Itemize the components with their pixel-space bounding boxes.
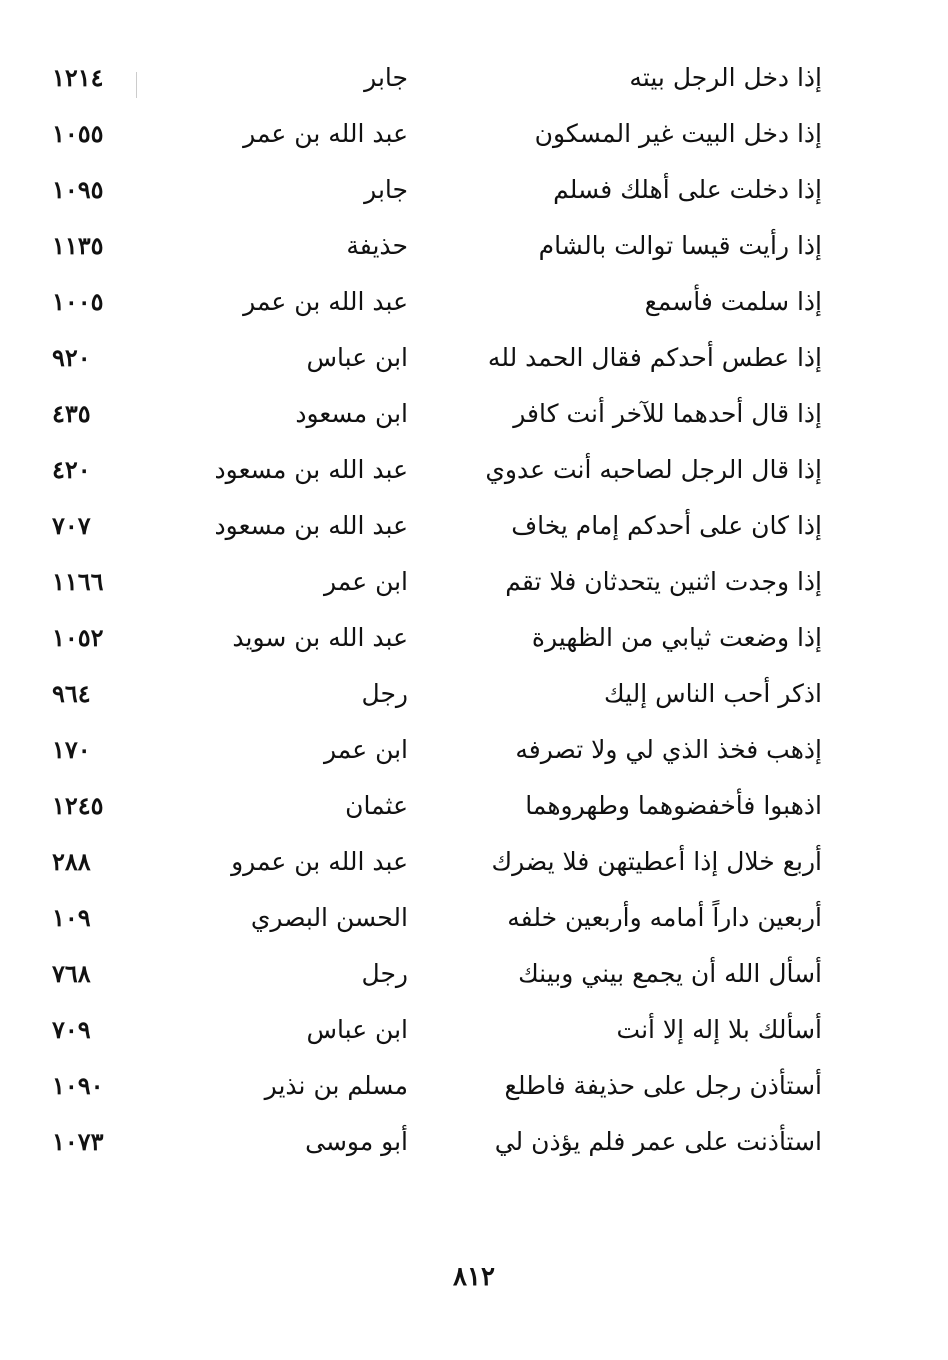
index-row [0,218,948,274]
narrator-name: رجل [361,679,408,708]
narrator-name: عبد الله بن مسعود [214,511,408,540]
hadith-text: إذا وضعت ثيابي من الظهيرة [531,623,822,652]
hadith-number: ١٠٩٥ [52,175,104,204]
hadith-number: ٤٣٥ [52,399,91,428]
narrator-name: ابن عباس [306,1015,408,1044]
hadith-text: اذكر أحب الناس إليك [604,679,822,708]
narrator-name: عبد الله بن عمر [243,119,408,148]
index-row [0,442,948,498]
index-row [0,386,948,442]
narrator-name: ابن عمر [323,735,408,764]
hadith-number: ١٠٩٠ [52,1071,104,1100]
narrator-name: عبد الله بن عمر [243,287,408,316]
index-row [0,1058,948,1114]
index-row [0,610,948,666]
index-row [0,50,948,106]
index-row [0,834,948,890]
index-row [0,106,948,162]
hadith-text: اذهبوا فأخفضوهما وطهروهما [525,791,822,820]
hadith-text: إذا دخل البيت غير المسكون [534,119,822,148]
index-row [0,330,948,386]
hadith-number: ١٠٧٣ [52,1127,104,1156]
hadith-number: ١٢١٤ [52,63,104,92]
hadith-number: ١٠٠٥ [52,287,104,316]
hadith-number: ٧٠٩ [52,1015,91,1044]
index-row [0,778,948,834]
narrator-name: مسلم بن نذير [264,1071,408,1100]
hadith-text: إذا قال أحدهما للآخر أنت كافر [513,399,822,428]
page-number: ٨١٢ [453,1262,495,1292]
hadith-number: ٧٠٧ [52,511,91,540]
index-row [0,722,948,778]
hadith-text: إذهب فخذ الذي لي ولا تصرفه [515,735,822,764]
narrator-name: الحسن البصري [250,903,408,932]
hadith-number: ١٠٥٥ [52,119,104,148]
narrator-name: ابن عمر [323,567,408,596]
hadith-text: إذا كان على أحدكم إمام يخاف [511,511,822,540]
narrator-name: جابر [364,63,408,92]
hadith-text: إذا دخل الرجل بيته [629,63,822,92]
hadith-number: ١٠٥٢ [52,623,104,652]
index-row [0,498,948,554]
hadith-index-table [0,50,948,1170]
hadith-text: أسألك بلا إله إلا أنت [616,1015,822,1044]
hadith-number: ٧٦٨ [52,959,91,988]
index-row [0,666,948,722]
narrator-name: حذيفة [346,231,408,260]
narrator-name: رجل [361,959,408,988]
narrator-name: جابر [364,175,408,204]
hadith-text: استأذنت على عمر فلم يؤذن لي [494,1127,822,1156]
index-row [0,946,948,1002]
hadith-number: ٩٢٠ [52,343,91,372]
hadith-text: إذا سلمت فأسمع [644,287,822,316]
index-row [0,162,948,218]
hadith-text: إذا وجدت اثنين يتحدثان فلا تقم [505,567,822,596]
hadith-text: إذا قال الرجل لصاحبه أنت عدوي [485,455,822,484]
hadith-text: إذا رأيت قيسا توالت بالشام [538,231,822,260]
hadith-number: ٢٨٨ [52,847,91,876]
hadith-number: ١٢٤٥ [52,791,104,820]
narrator-name: عبد الله بن عمرو [231,847,408,876]
narrator-name: أبو موسى [305,1127,408,1156]
narrator-name: عثمان [345,791,408,820]
narrator-name: ابن مسعود [295,399,408,428]
index-row [0,1114,948,1170]
index-row [0,554,948,610]
narrator-name: عبد الله بن سويد [232,623,408,652]
narrator-name: عبد الله بن مسعود [214,455,408,484]
hadith-number: ١١٦٦ [52,567,104,596]
hadith-text: إذا عطس أحدكم فقال الحمد لله [487,343,822,372]
hadith-text: أسأل الله أن يجمع بيني وبينك [518,959,822,988]
hadith-text: أربع خلال إذا أعطيتهن فلا يضرك [491,847,822,876]
hadith-number: ١٠٩ [52,903,91,932]
hadith-text: أربعين داراً أمامه وأربعين خلفه [507,903,822,932]
index-row [0,274,948,330]
hadith-number: ٤٢٠ [52,455,91,484]
hadith-number: ٩٦٤ [52,679,91,708]
index-row [0,1002,948,1058]
hadith-number: ١١٣٥ [52,231,104,260]
hadith-text: أستأذن رجل على حذيفة فاطلع [504,1071,822,1100]
hadith-text: إذا دخلت على أهلك فسلم [553,175,822,204]
narrator-name: ابن عباس [306,343,408,372]
hadith-number: ١٧٠ [52,735,91,764]
index-row [0,890,948,946]
